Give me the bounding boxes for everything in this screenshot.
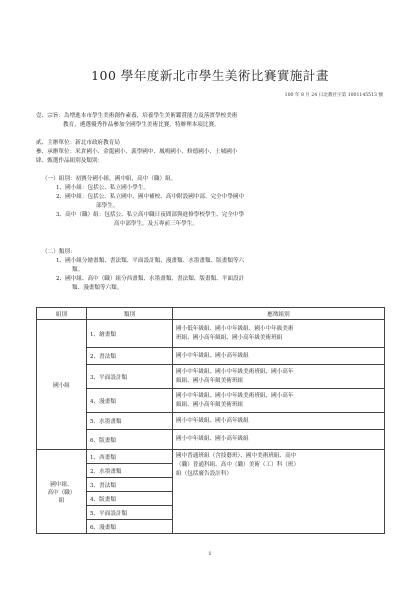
category-item-2: 2、國中組、高中（職）組分西畫類、水墨畫類、書法類、版畫類、平面設計 <box>56 276 245 282</box>
table-row <box>37 348 385 365</box>
group-heading: （一）組別：初賽分國小組，國中組，高中（職）組。 <box>42 176 177 182</box>
purpose-section <box>36 112 237 130</box>
category-cell: 4、漫畫類 <box>87 389 173 413</box>
grade-cell: 國小中年級組、國小高年級組 <box>173 413 385 430</box>
category-item-1-cont: 類。 <box>72 267 84 273</box>
grade-cell: 國小中年級組、國小高年級組 <box>173 430 385 450</box>
elementary-group-cell: 國小組 <box>37 320 87 450</box>
category-cell: 4、版畫類 <box>87 492 173 506</box>
grade-cell: 國小中年級組、國小中年級美術班組、國小高年 級組、國小高年級美術班組 <box>173 389 385 413</box>
category-item-1: 1、國小組分繪畫類、書法類、平面設計類、漫畫類、水墨畫類、版畫類等六 <box>56 258 245 264</box>
table-header-row <box>37 308 385 320</box>
group-item-2: 2、國中組：包括公、私立國中、國中補校、高中附設國中部、完全中學國中 <box>56 194 245 200</box>
co-organizer-line: 參、承辦單位：米倉國小、金龍國小、義學國中、鳳鳴國小、修德國小、土城國小 <box>36 149 238 155</box>
category-cell: 2、水墨畫類 <box>87 464 173 478</box>
document-number: 100 年 8 月 24 日北教社字第 1001145513 號 <box>284 93 383 98</box>
organizer-section <box>36 139 237 166</box>
header-group: 組別 <box>37 308 87 320</box>
category-cell: 6、漫畫類 <box>87 520 173 534</box>
grade-cell: 國小低年級組、國小中年級組、國小中年級美術 班組、國小高年級組、國小高年級美術班組 <box>173 320 385 348</box>
secondary-grade-cell: 國中普通班組（含技藝班）、國中美術班組、高中 （職）普通科組、高中（職）美術（工）科（班） 組（包括廣告設計科） <box>173 450 385 534</box>
header-applicable-group: 應徵組別 <box>173 308 385 320</box>
group-section <box>42 175 244 229</box>
category-cell: 1、繪畫類 <box>87 320 173 348</box>
category-cell: 3、書法類 <box>87 478 173 492</box>
category-section <box>42 248 244 293</box>
header-category: 類別 <box>87 308 173 320</box>
document-title: 100 學年度新北市學生美術比賽實施計畫 <box>91 68 329 83</box>
category-cell: 1、西畫類 <box>87 450 173 464</box>
organizer-line: 貳、主辦單位：新北市政府教育局 <box>36 140 120 146</box>
entries-heading: 肆、甄選作品組別及類別： <box>36 158 104 164</box>
group-item-3-cont: 高中部學生，及五專前三年學生。 <box>114 221 198 227</box>
entry-category-table <box>36 307 385 534</box>
purpose-line-1: 壹、宗旨：為增進本市學生美術創作素養，培養學生美術鑑賞能力及落實學校美術 <box>36 113 238 119</box>
purpose-line-2: 教育，遴選優秀作品參加全國學生美術比賽，特辦理本項比賽。 <box>63 122 220 128</box>
category-cell: 2、書法類 <box>87 348 173 365</box>
grade-cell: 國小中年級組、國小高年級組 <box>173 348 385 365</box>
secondary-group-cell: 國中組、 高中（職） 組 <box>37 450 87 534</box>
page-number: 1 <box>208 551 212 557</box>
category-cell: 6、版畫類 <box>87 430 173 450</box>
table-row <box>37 413 385 430</box>
group-item-3: 3、高中（職）組：包括公、私立高中職日夜間部與進修學校學生、完全中學 <box>56 212 245 218</box>
table-row <box>37 320 385 348</box>
category-cell: 3、平面設計類 <box>87 365 173 389</box>
category-cell: 5、水墨畫類 <box>87 413 173 430</box>
category-item-2-cont: 類、漫畫類等六類。 <box>72 285 123 291</box>
table-row <box>37 430 385 450</box>
table-row <box>37 450 385 464</box>
table-row <box>37 365 385 389</box>
grade-cell: 國小中年級組、國小中年級美術班組、國小高年 級組、國小高年級美術班組 <box>173 365 385 389</box>
group-item-1: 1、國小組：包括公、私立國小學生。 <box>56 185 150 191</box>
category-cell: 5、平面設計類 <box>87 506 173 520</box>
group-item-2-cont: 部學生。 <box>96 203 119 209</box>
category-heading: （二）類別： <box>42 249 76 255</box>
table-row <box>37 389 385 413</box>
